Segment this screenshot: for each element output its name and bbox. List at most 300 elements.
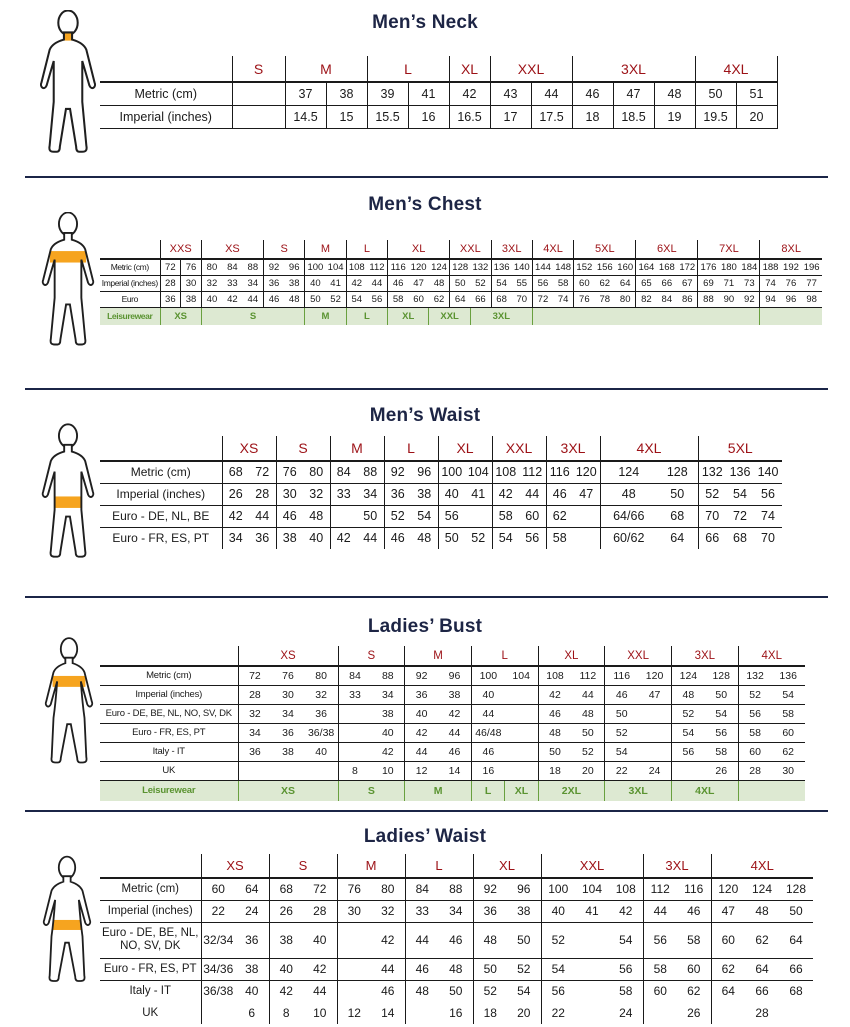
table-cell: 54 — [491, 275, 512, 291]
table-cell: 38 — [235, 958, 269, 980]
size-group-header: XXL — [492, 436, 546, 461]
table-cell: 104 — [326, 259, 347, 275]
table-cell: 120 — [408, 259, 429, 275]
table-row — [100, 291, 822, 307]
table-row — [100, 780, 805, 801]
table-cell: 4XL — [671, 780, 738, 801]
table-cell: 128 — [450, 259, 471, 275]
table-cell — [575, 922, 609, 958]
table-row — [100, 666, 805, 685]
table-cell: 8 — [338, 761, 371, 780]
size-group-header: XXL — [490, 56, 572, 82]
table-cell — [505, 685, 538, 704]
table-cell: 124 — [745, 878, 779, 900]
table-cell: 56 — [367, 291, 388, 307]
size-group-header: L — [346, 240, 387, 259]
table-cell: 56 — [738, 704, 771, 723]
table-cell: 15.5 — [367, 105, 408, 128]
table-cell: 60 — [738, 742, 771, 761]
table-cell: 44 — [243, 291, 264, 307]
table-cell: 48 — [671, 685, 704, 704]
table-cell: 50 — [473, 958, 507, 980]
size-header-row — [100, 436, 782, 461]
table-cell: 188 — [760, 259, 781, 275]
table-cell: 50 — [444, 531, 459, 546]
table-cell: 184 — [739, 259, 760, 275]
table-cell: 60 — [408, 291, 429, 307]
table-cell: 54 — [541, 958, 575, 980]
table-cell — [405, 1002, 439, 1024]
size-group-header: L — [384, 436, 438, 461]
table-cell: 16 — [471, 761, 504, 780]
table-cell: 60 — [519, 505, 546, 527]
table-cell: 40 — [235, 980, 269, 1002]
table-cell: 64 — [615, 275, 636, 291]
table-cell: 50 — [571, 723, 604, 742]
table-cell: M — [305, 307, 346, 325]
table-cell: 40 — [305, 275, 326, 291]
table-cell: 62 — [677, 980, 711, 1002]
table-cell: 148 — [553, 259, 574, 275]
table-cell: 44 — [643, 900, 677, 922]
table-cell: 52 — [671, 704, 704, 723]
table-cell: 36 — [263, 275, 284, 291]
table-cell: 144 — [532, 259, 553, 275]
table-cell: 60 — [574, 275, 595, 291]
table-cell: 47 — [638, 685, 671, 704]
table-cell: 132 — [470, 259, 491, 275]
row-label: Euro - DE, BE, NL, NO, SV, DK — [100, 704, 238, 723]
table-cell: 38 — [181, 291, 202, 307]
waist-highlight-band — [52, 496, 84, 507]
table-row — [100, 878, 813, 900]
size-group-header: 7XL — [698, 240, 760, 259]
table-cell: 104 — [505, 666, 538, 685]
table-cell — [337, 958, 371, 980]
size-group-header: 3XL — [671, 646, 738, 666]
table-cell: 172 — [677, 259, 698, 275]
table-cell — [532, 307, 760, 325]
table-cell: 88 — [243, 259, 264, 275]
section-ladies-waist — [0, 812, 850, 1027]
table-cell: 34 — [243, 275, 264, 291]
table-cell: 36 — [238, 742, 271, 761]
table-cell: 168 — [657, 259, 678, 275]
section-mens-waist — [0, 390, 850, 598]
table-cell — [711, 1002, 745, 1024]
table-cell: S — [338, 780, 405, 801]
table-cell: 98 — [801, 291, 822, 307]
table-cell: 58 — [738, 723, 771, 742]
table-cell: 34 — [357, 483, 384, 505]
table-cell: 46 — [438, 742, 471, 761]
table-cell: 44 — [405, 922, 439, 958]
table-cell: 44 — [367, 275, 388, 291]
table-cell: 76 — [181, 259, 202, 275]
table-cell: 32 — [238, 704, 271, 723]
table-cell — [573, 505, 600, 527]
table-cell: 50 — [657, 483, 698, 505]
table-cell: 80 — [371, 878, 405, 900]
table-row — [100, 275, 822, 291]
figure-head — [61, 638, 77, 660]
table-cell: 88 — [357, 461, 384, 483]
table-cell: 48 — [439, 958, 473, 980]
table-cell: 104 — [465, 461, 492, 483]
table-cell: 116 — [546, 461, 573, 483]
table-cell: 18 — [538, 761, 571, 780]
table-cell: 67 — [677, 275, 698, 291]
table-cell: 2XL — [538, 780, 605, 801]
table-row — [100, 900, 813, 922]
table-cell: 26 — [269, 900, 303, 922]
table-cell: 72 — [532, 291, 553, 307]
row-label: Imperial (inches) — [100, 483, 222, 505]
table-cell: 20 — [736, 105, 777, 128]
row-label: Imperial (inches) — [100, 900, 201, 922]
size-group-header: XS — [222, 436, 276, 461]
mens-waist-table — [100, 436, 782, 549]
table-cell: 22 — [605, 761, 638, 780]
table-row — [100, 922, 813, 958]
table-cell: 42 — [371, 922, 405, 958]
table-cell: 22 — [551, 1006, 565, 1020]
row-label: Euro - FR, ES, PT — [100, 723, 238, 742]
row-label: Euro - FR, ES, PT — [100, 958, 201, 980]
table-cell: 65 — [636, 275, 657, 291]
table-cell: 88 — [371, 666, 404, 685]
table-cell: 64 — [450, 291, 471, 307]
table-cell: 14 — [371, 1002, 405, 1024]
table-cell: 66 — [779, 958, 813, 980]
table-cell: 196 — [801, 259, 822, 275]
table-row — [100, 761, 805, 780]
table-cell: 46 — [388, 275, 409, 291]
table-cell: 32 — [303, 483, 330, 505]
table-cell: 74 — [760, 275, 781, 291]
table-cell: 39 — [367, 82, 408, 105]
table-cell: 58 — [609, 980, 643, 1002]
table-cell: 92 — [405, 666, 438, 685]
table-cell: 86 — [677, 291, 698, 307]
table-cell: 164 — [636, 259, 657, 275]
page-title: Men’s Waist — [369, 405, 481, 426]
table-cell: 48 — [600, 483, 657, 505]
table-cell: 42 — [371, 742, 404, 761]
table-row — [100, 307, 822, 325]
table-cell: 44 — [405, 742, 438, 761]
table-cell: 58 — [388, 291, 409, 307]
table-cell: 55 — [512, 275, 533, 291]
table-cell: 104 — [575, 878, 609, 900]
table-cell: 44 — [371, 958, 405, 980]
table-cell: 33 — [222, 275, 243, 291]
table-cell: 12 — [405, 761, 438, 780]
table-cell: 42 — [538, 685, 571, 704]
table-cell: 34 — [228, 531, 243, 546]
table-cell: 41 — [465, 483, 492, 505]
row-label: Metric (cm) — [100, 666, 238, 685]
table-cell: 20 — [571, 761, 604, 780]
table-cell: 48 — [429, 275, 450, 291]
table-cell: 52 — [470, 275, 491, 291]
table-cell: 28 — [738, 761, 771, 780]
female-body-waist-silhouette — [26, 851, 108, 998]
table-cell: 36 — [271, 723, 304, 742]
size-group-header: XL — [438, 436, 492, 461]
size-group-header: S — [232, 56, 285, 82]
size-group-header: XS — [201, 240, 263, 259]
row-label: Italy - IT — [100, 980, 201, 1002]
table-cell: 46 — [276, 505, 303, 527]
table-cell: 96 — [781, 291, 802, 307]
table-cell: 60 — [201, 878, 235, 900]
table-cell: 30 — [181, 275, 202, 291]
table-cell — [638, 742, 671, 761]
table-cell: 40 — [303, 922, 337, 958]
size-group-header: 4XL — [738, 646, 805, 666]
table-cell: 124 — [600, 461, 657, 483]
table-cell: 120 — [573, 461, 600, 483]
table-cell: 46 — [439, 922, 473, 958]
table-cell: 42 — [279, 984, 293, 999]
table-cell: 76 — [781, 275, 802, 291]
table-cell: 76 — [276, 461, 303, 483]
table-cell: 100 — [305, 259, 326, 275]
table-cell: 60 — [772, 723, 805, 742]
table-cell: 48 — [571, 704, 604, 723]
table-cell: 40 — [201, 291, 222, 307]
table-cell: 58 — [643, 958, 677, 980]
size-group-header: 3XL — [546, 436, 600, 461]
table-cell: 46 — [538, 704, 571, 723]
row-label: Metric (cm) — [100, 259, 160, 275]
table-cell: 116 — [677, 878, 711, 900]
table-cell: 38 — [507, 900, 541, 922]
section-mens-neck — [0, 0, 850, 178]
table-row — [100, 958, 813, 980]
table-cell: 136 — [491, 259, 512, 275]
table-cell: 34/36 — [201, 958, 235, 980]
table-cell: 50 — [705, 685, 738, 704]
header-corner-cell — [100, 56, 232, 82]
table-cell: 51 — [736, 82, 777, 105]
ladies-bust-table — [100, 646, 805, 801]
table-cell: 66 — [470, 291, 491, 307]
table-cell — [238, 761, 271, 780]
table-cell: 62 — [429, 291, 450, 307]
table-cell: 70 — [698, 505, 726, 527]
table-cell: 46 — [546, 483, 573, 505]
table-cell: 40 — [371, 723, 404, 742]
table-cell: 128 — [705, 666, 738, 685]
table-cell: 54 — [411, 505, 438, 527]
figure-head — [59, 857, 75, 879]
table-cell: 92 — [473, 878, 507, 900]
table-cell — [330, 505, 357, 527]
table-cell: 96 — [507, 878, 541, 900]
table-cell: 40 — [471, 685, 504, 704]
table-cell: 46 — [677, 900, 711, 922]
table-cell: 42 — [438, 704, 471, 723]
table-cell: 42 — [609, 900, 643, 922]
table-cell: 46 — [572, 82, 613, 105]
table-cell: 96 — [284, 259, 305, 275]
table-cell: 116 — [605, 666, 638, 685]
table-cell: 33 — [330, 483, 357, 505]
table-cell: 17.5 — [531, 105, 572, 128]
row-label: Euro - FR, ES, PT — [100, 527, 222, 549]
page-title: Men’s Chest — [368, 194, 482, 215]
table-cell: 50 — [605, 704, 638, 723]
table-cell: 40 — [303, 527, 330, 549]
table-cell — [575, 1002, 609, 1024]
size-group-header: 5XL — [574, 240, 636, 259]
table-cell: 36 — [405, 685, 438, 704]
table-cell: 38 — [269, 922, 303, 958]
table-cell: 34 — [271, 704, 304, 723]
table-cell: 46 — [471, 742, 504, 761]
table-row — [100, 685, 805, 704]
size-group-header: XS — [238, 646, 338, 666]
table-cell: 77 — [801, 275, 822, 291]
row-label: Imperial (inches) — [100, 105, 232, 128]
table-cell: 44 — [519, 483, 546, 505]
table-cell: 112 — [519, 461, 546, 483]
table-cell: 68 — [789, 984, 803, 999]
table-cell: 36 — [305, 704, 338, 723]
table-cell: XL — [388, 307, 429, 325]
table-cell: 80 — [303, 461, 330, 483]
table-cell: 24 — [609, 1002, 643, 1024]
table-cell: 80 — [305, 666, 338, 685]
size-group-header: M — [305, 240, 346, 259]
table-cell: 108 — [492, 461, 519, 483]
size-group-header: XXL — [605, 646, 672, 666]
table-cell: 41 — [408, 82, 449, 105]
row-label: Metric (cm) — [100, 878, 201, 900]
table-cell: 52 — [326, 291, 347, 307]
table-cell: 54 — [346, 291, 367, 307]
table-cell — [338, 742, 371, 761]
table-cell: 47 — [711, 900, 745, 922]
table-row — [100, 1002, 813, 1024]
table-cell: 46 — [405, 958, 439, 980]
table-cell: 100 — [438, 461, 465, 483]
table-cell: 3XL — [470, 307, 532, 325]
table-cell: 52 — [571, 742, 604, 761]
table-cell: 92 — [263, 259, 284, 275]
table-cell: 48 — [538, 723, 571, 742]
header-corner-cell — [100, 436, 222, 461]
table-cell: 50 — [507, 922, 541, 958]
table-cell: 56 — [671, 742, 704, 761]
table-cell: 56 — [532, 275, 553, 291]
header-corner-cell — [100, 854, 201, 878]
size-group-header: XL — [473, 854, 541, 878]
table-cell: 38 — [411, 483, 438, 505]
size-group-header: XXL — [541, 854, 643, 878]
table-cell: 54 — [609, 922, 643, 958]
table-cell — [337, 980, 371, 1002]
table-cell: 47 — [408, 275, 429, 291]
table-cell: 6 — [235, 1002, 269, 1024]
row-label: Leisurewear — [100, 780, 238, 801]
table-cell: 30 — [276, 483, 303, 505]
table-cell — [505, 704, 538, 723]
table-cell: 10 — [371, 761, 404, 780]
table-cell: 32 — [201, 275, 222, 291]
mens-chest-table-host — [100, 240, 822, 325]
table-cell: 112 — [643, 878, 677, 900]
table-cell: 34 — [371, 685, 404, 704]
table-cell: 58 — [492, 505, 519, 527]
table-cell: 124 — [429, 259, 450, 275]
table-cell: 38 — [282, 531, 297, 546]
table-row — [100, 461, 782, 483]
size-group-header: XXS — [160, 240, 201, 259]
table-cell: 84 — [657, 291, 678, 307]
table-cell: 41 — [326, 275, 347, 291]
table-cell: 52 — [541, 922, 575, 958]
table-cell: 128 — [779, 878, 813, 900]
table-cell: 76 — [337, 878, 371, 900]
table-cell: 70 — [512, 291, 533, 307]
figure-head — [58, 11, 77, 35]
table-cell: 12 — [347, 1006, 361, 1020]
mens-chest-table — [100, 240, 822, 325]
table-cell: 58 — [553, 275, 574, 291]
table-cell: 108 — [346, 259, 367, 275]
size-header-row — [100, 854, 813, 878]
table-cell: 56 — [519, 527, 546, 549]
table-cell: 52 — [507, 958, 541, 980]
table-cell: 48 — [303, 505, 330, 527]
table-cell: 74 — [754, 505, 782, 527]
table-cell: 156 — [594, 259, 615, 275]
table-row — [100, 723, 805, 742]
table-cell: 26 — [705, 761, 738, 780]
table-cell: 40 — [305, 742, 338, 761]
table-cell — [738, 780, 805, 801]
table-cell: 30 — [772, 761, 805, 780]
table-cell: 34 — [238, 723, 271, 742]
table-cell: 44 — [531, 82, 572, 105]
table-cell: 50 — [538, 742, 571, 761]
table-cell: 120 — [638, 666, 671, 685]
table-cell — [760, 307, 822, 325]
table-cell: 48 — [415, 984, 429, 999]
section-ladies-bust — [0, 598, 850, 812]
table-cell: 36 — [249, 527, 276, 549]
table-cell: 48 — [473, 922, 507, 958]
table-cell: 18 — [572, 105, 613, 128]
table-cell — [232, 82, 285, 105]
table-cell: 24 — [235, 900, 269, 922]
table-cell: 72 — [303, 878, 337, 900]
table-cell — [232, 105, 285, 128]
table-cell: 32 — [371, 900, 405, 922]
row-label: Imperial (inches) — [100, 275, 160, 291]
table-cell — [338, 723, 371, 742]
table-cell: 116 — [388, 259, 409, 275]
table-cell: 64/66 — [600, 505, 657, 527]
table-cell: 58 — [772, 704, 805, 723]
table-cell: 140 — [512, 259, 533, 275]
table-cell: 58 — [552, 531, 567, 546]
table-cell: 54 — [605, 742, 638, 761]
table-cell: 28 — [303, 900, 337, 922]
